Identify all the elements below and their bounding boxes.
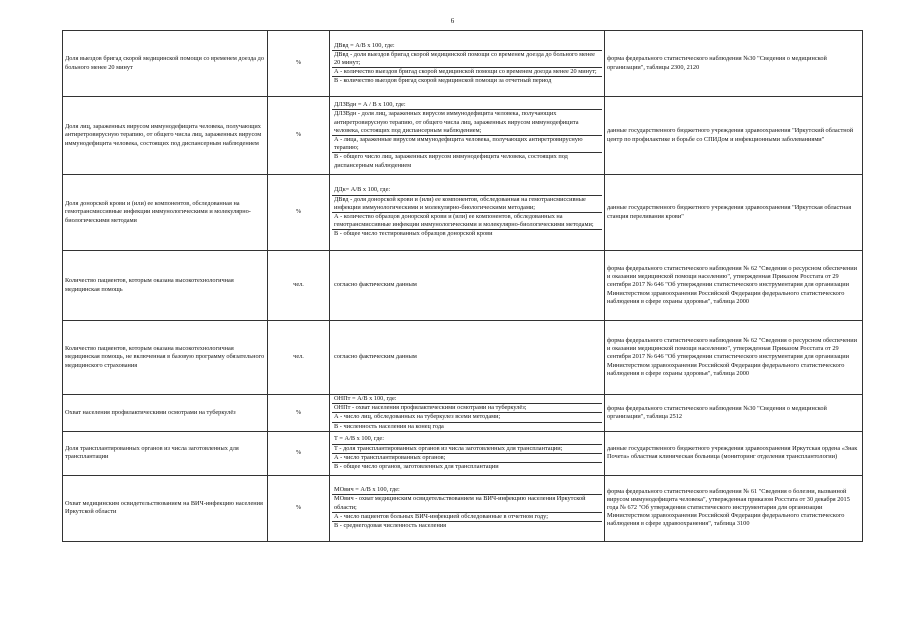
indicator-name: Охват медицинским освидетельствованием на ВИЧ-инфекцию населения Иркутской области xyxy=(63,475,268,541)
formula-line: А - количество выездов бригад скорой медицинской помощи со временем доезда менее 20 минут; xyxy=(332,68,602,77)
page-number: 6 xyxy=(450,17,455,25)
calculation-formula xyxy=(330,251,605,321)
indicator-name: Доля донорской крови и (или) ее компонентов, обследованная на гемотрансмиссивные инфекции иммунологическими и молекулярно-биологическими методами xyxy=(63,175,268,251)
data-source: форма федерального статистического наблюдения №30 "Сведения о медицинской организации", таблицы 2300, 2120 xyxy=(605,31,863,97)
unit-of-measure: % xyxy=(268,31,330,97)
indicators-table xyxy=(62,30,863,542)
unit-of-measure: % xyxy=(268,475,330,541)
calculation-formula xyxy=(330,175,605,251)
formula-line: согласно фактическим данным xyxy=(334,353,417,361)
data-source: данные государственного бюджетного учреждения здравоохранения Иркутская ордена «Знак Почета» областная клиническая больница (мониторинг отделения трансплантологии) xyxy=(605,431,863,475)
data-source: форма федерального статистического наблюдения № 61 "Сведения о болезни, вызванной вирусом иммунодефицита человека", утвержденная приказом Росстата от 30 декабря 2015 года № 672 "Об утверждении статистического инструментария для организации Министерством здравоохранения Российской Федерации федерального статистического наблюдения в сфере здравоохранения", таблица 3100 xyxy=(605,475,863,541)
formula-line: А - число лиц, обследованных на туберкулез всеми методами; xyxy=(332,413,602,422)
formula-line: В - среднегодовая численность населения xyxy=(334,521,447,529)
formula-line: ДЛЗВдн - доля лиц, зараженных вирусом иммунодефицита человека, получающих антиретровирусную терапию, от общего числа лиц, зараженных вирусом иммунодефицита человека, состоящих под диспансерным наблюдением; xyxy=(332,110,602,136)
formula-line: ДЛЗВдн = А / В х 100, где: xyxy=(332,101,602,110)
data-source: форма федерального статистического наблюдения №30 "Сведения о медицинской организации", таблица 2512 xyxy=(605,395,863,432)
formula-line: А - количество образцов донорской крови и (или) ее компонентов, обследованных на гемотрансмиссивные инфекции иммунологическими и молекулярно-биологическими методами; xyxy=(332,213,602,230)
table-row xyxy=(63,251,863,321)
indicator-name: Доля трансплантированных органов из числа заготовленных для трансплантации xyxy=(63,431,268,475)
formula-line: ОНПт - охват населения профилактическими осмотрами на туберкулёз; xyxy=(332,404,602,413)
formula-line: согласно фактическим данным xyxy=(334,281,417,289)
calculation-formula xyxy=(330,321,605,395)
unit-of-measure: % xyxy=(268,175,330,251)
formula-line: В - общее число органов, заготовленных для трансплантации xyxy=(334,462,499,470)
formula-line: ДДк= А/В х 100, где: xyxy=(332,186,602,195)
formula-line: ОНПт = А/В х 100, где: xyxy=(332,395,602,404)
indicator-name: Охват населения профилактическими осмотрами на туберкулёз xyxy=(63,395,268,432)
indicator-name: Доля выездов бригад скорой медицинской помощи со временем доезда до больного менее 20 минут xyxy=(63,31,268,97)
formula-line: ДВвд = А/В х 100, где: xyxy=(332,42,602,51)
indicator-name: Доля лиц, зараженных вирусом иммунодефицита человека, получающих антиретровирусную терапию, от общего числа лиц, зараженных вирусом иммунодефицита человека, состоящих под диспансерным наблюдением xyxy=(63,97,268,175)
calculation-formula xyxy=(330,97,605,175)
formula-line: МОвич - охват медицинским освидетельствованием на ВИЧ-инфекцию населения Иркутской области; xyxy=(332,495,602,512)
unit-of-measure: % xyxy=(268,97,330,175)
calculation-formula xyxy=(330,475,605,541)
formula-line: В - численность населения на конец года xyxy=(334,422,444,430)
formula-line: ДВвд - доля донорской крови и (или) ее компонентов, обследованная на гемотрансмиссивные инфекции иммунологическими и молекулярно-биологическими методами; xyxy=(332,196,602,213)
data-source: форма федерального статистического наблюдения № 62 "Сведения о ресурсном обеспечении и оказании медицинской помощи населению", утвержденная Приказом Росстата от 29 сентября 2017 № 646 "Об утверждении статистического инструментария для организации Министерством здравоохранения Российской Федерации федерального статистического наблюдения в сфере охраны здоровья", таблица 2000 xyxy=(605,321,863,395)
formula-line: МОвич = А/В х 100, где: xyxy=(332,486,602,495)
data-source: форма федерального статистического наблюдения № 62 "Сведения о ресурсном обеспечении и оказании медицинской помощи населению", утвержденная Приказом Росстата от 29 сентября 2017 № 646 "Об утверждении статистического инструментария для организации Министерством здравоохранения Российской Федерации федерального статистического наблюдения в сфере охраны здоровья", таблица 2000 xyxy=(605,251,863,321)
table-row xyxy=(63,175,863,251)
indicator-name: Количество пациентов, которым оказана высокотехнологичная медицинская помощь xyxy=(63,251,268,321)
unit-of-measure: чел. xyxy=(268,251,330,321)
calculation-formula xyxy=(330,31,605,97)
table-row xyxy=(63,31,863,97)
formula-line: Т - доля трансплантированных органов из числа заготовленных для трансплантации; xyxy=(332,445,602,454)
data-source: данные государственного бюджетного учреждения здравоохранения "Иркутский областной центр по профилактике и борьбе со СПИДом и инфекционными заболеваниями" xyxy=(605,97,863,175)
table-row xyxy=(63,321,863,395)
formula-line: В - количество выездов бригад скорой медицинской помощи за отчетный период xyxy=(334,77,552,85)
formula-line: В - общее число тестированных образцов донорской крови xyxy=(334,230,493,238)
indicator-name: Количество пациентов, которым оказана высокотехнологичная медицинская помощь, не включенная в базовую программу обязательного медицинского страхования xyxy=(63,321,268,395)
formula-line: Т = А/В х 100, где: xyxy=(332,435,602,444)
unit-of-measure: % xyxy=(268,431,330,475)
table-row xyxy=(63,97,863,175)
table-row xyxy=(63,431,863,475)
formula-line: А - число пациентов больных ВИЧ-инфекцией обследованные в отчетном году; xyxy=(332,513,602,522)
formula-line: А - число трансплантированных органов; xyxy=(332,454,602,463)
unit-of-measure: % xyxy=(268,395,330,432)
calculation-formula xyxy=(330,431,605,475)
data-source: данные государственного бюджетного учреждения здравоохранения "Иркутская областная станция переливания крови" xyxy=(605,175,863,251)
table-row xyxy=(63,475,863,541)
table-row xyxy=(63,395,863,432)
formula-line: В - общего число лиц, зараженных вирусом иммунодефицита человека, состоящих под диспансерным наблюдением xyxy=(334,153,568,169)
formula-line: А - лица, зараженные вирусом иммунодефицита человека, получающих антиретровирусную терапию; xyxy=(332,136,602,153)
formula-line: ДВвд - доля выездов бригад скорой медицинской помощи со временем доезда до больного менее 20 минут; xyxy=(332,51,602,68)
calculation-formula xyxy=(330,395,605,432)
unit-of-measure: чел. xyxy=(268,321,330,395)
